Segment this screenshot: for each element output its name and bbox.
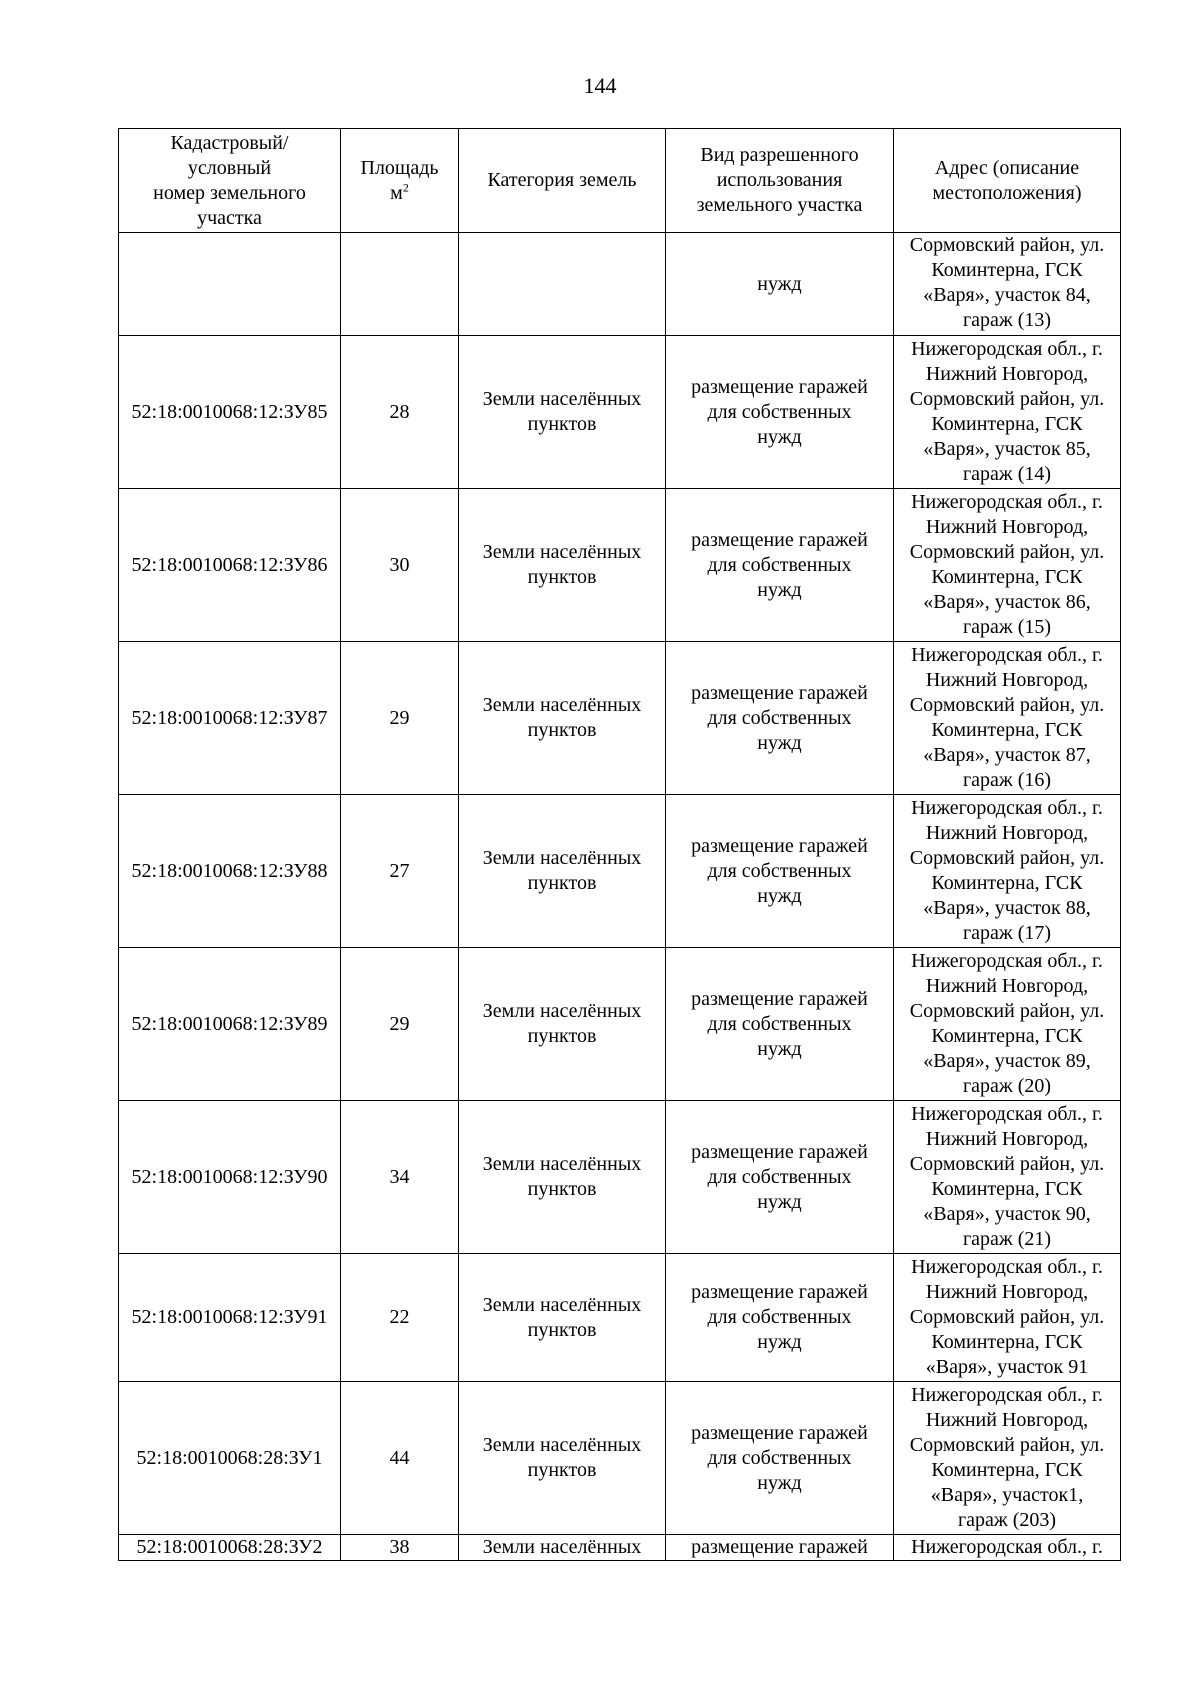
cell-cadastral-number: 52:18:0010068:12:ЗУ89 (119, 948, 341, 1101)
cell-land-category: Земли населённых пунктов (459, 1101, 666, 1254)
cell-address: Нижегородская обл., г. Нижний Новгород, Сормовский район, ул. Коминтерна, ГСК «Варя», участок 85, гараж (14) (894, 336, 1121, 489)
cell-permitted-use: размещение гаражей для собственных нужд (666, 336, 894, 489)
cell-permitted-use: нужд (666, 233, 894, 336)
cell-permitted-use: размещение гаражей для собственных нужд (666, 1254, 894, 1382)
cell-land-category: Земли населённых (459, 1535, 666, 1561)
cell-area: 27 (341, 795, 459, 948)
cell-address: Сормовский район, ул. Коминтерна, ГСК «Варя», участок 84, гараж (13) (894, 233, 1121, 336)
header-area: Площадь $м^2$ (341, 129, 459, 233)
cell-land-category (459, 233, 666, 336)
table-row (119, 795, 1121, 948)
cell-address: Нижегородская обл., г. Нижний Новгород, Сормовский район, ул. Коминтерна, ГСК «Варя», участок 91 (894, 1254, 1121, 1382)
table-row (119, 948, 1121, 1101)
cell-permitted-use: размещение гаражей для собственных нужд (666, 1101, 894, 1254)
cell-area: 44 (341, 1382, 459, 1535)
table-row (119, 1382, 1121, 1535)
cell-address: Нижегородская обл., г. Нижний Новгород, Сормовский район, ул. Коминтерна, ГСК «Варя», участок 87, гараж (16) (894, 642, 1121, 795)
table-row (119, 642, 1121, 795)
cell-cadastral-number: 52:18:0010068:28:ЗУ2 (119, 1535, 341, 1561)
cell-permitted-use: размещение гаражей для собственных нужд (666, 1382, 894, 1535)
cell-land-category: Земли населённых пунктов (459, 1254, 666, 1382)
cell-area: 30 (341, 489, 459, 642)
cell-cadastral-number: 52:18:0010068:28:ЗУ1 (119, 1382, 341, 1535)
cell-cadastral-number: 52:18:0010068:12:ЗУ87 (119, 642, 341, 795)
table-row (119, 489, 1121, 642)
cell-permitted-use: размещение гаражей для собственных нужд (666, 489, 894, 642)
cell-cadastral-number: 52:18:0010068:12:ЗУ85 (119, 336, 341, 489)
cell-land-category: Земли населённых пунктов (459, 489, 666, 642)
cell-area: 28 (341, 336, 459, 489)
table-row (119, 336, 1121, 489)
table-row (119, 1254, 1121, 1382)
cell-cadastral-number: 52:18:0010068:12:ЗУ91 (119, 1254, 341, 1382)
cell-area: 29 (341, 642, 459, 795)
cell-permitted-use: размещение гаражей (666, 1535, 894, 1561)
table-row (119, 1535, 1121, 1561)
cell-address: Нижегородская обл., г. Нижний Новгород, Сормовский район, ул. Коминтерна, ГСК «Варя», участок 86, гараж (15) (894, 489, 1121, 642)
header-cadastral-number: Кадастровый/ условный номер земельного участка (119, 129, 341, 233)
cell-address: Нижегородская обл., г. (894, 1535, 1121, 1561)
cell-cadastral-number: 52:18:0010068:12:ЗУ88 (119, 795, 341, 948)
cell-land-category: Земли населённых пунктов (459, 1382, 666, 1535)
page-number: 144 (583, 73, 617, 98)
header-land-category: Категория земель (459, 129, 666, 233)
cell-land-category: Земли населённых пунктов (459, 336, 666, 489)
cell-address: Нижегородская обл., г. Нижний Новгород, Сормовский район, ул. Коминтерна, ГСК «Варя», участок1, гараж (203) (894, 1382, 1121, 1535)
cell-address: Нижегородская обл., г. Нижний Новгород, Сормовский район, ул. Коминтерна, ГСК «Варя», участок 88, гараж (17) (894, 795, 1121, 948)
table-row (119, 1101, 1121, 1254)
cell-permitted-use: размещение гаражей для собственных нужд (666, 948, 894, 1101)
cell-address: Нижегородская обл., г. Нижний Новгород, Сормовский район, ул. Коминтерна, ГСК «Варя», участок 90, гараж (21) (894, 1101, 1121, 1254)
cell-area (341, 233, 459, 336)
cell-cadastral-number: 52:18:0010068:12:ЗУ90 (119, 1101, 341, 1254)
cell-land-category: Земли населённых пунктов (459, 948, 666, 1101)
table-row-continuation (119, 233, 1121, 336)
land-plots-table (118, 128, 1121, 1561)
header-permitted-use: Вид разрешенного использования земельного участка (666, 129, 894, 233)
header-address: Адрес (описание местоположения) (894, 129, 1121, 233)
cell-address: Нижегородская обл., г. Нижний Новгород, Сормовский район, ул. Коминтерна, ГСК «Варя», участок 89, гараж (20) (894, 948, 1121, 1101)
table-header-row (119, 129, 1121, 233)
cell-land-category: Земли населённых пунктов (459, 642, 666, 795)
cell-cadastral-number: 52:18:0010068:12:ЗУ86 (119, 489, 341, 642)
cell-area: 34 (341, 1101, 459, 1254)
cell-area: 38 (341, 1535, 459, 1561)
cell-permitted-use: размещение гаражей для собственных нужд (666, 795, 894, 948)
cell-area: 22 (341, 1254, 459, 1382)
cell-permitted-use: размещение гаражей для собственных нужд (666, 642, 894, 795)
cell-land-category: Земли населённых пунктов (459, 795, 666, 948)
cell-cadastral-number (119, 233, 341, 336)
cell-area: 29 (341, 948, 459, 1101)
